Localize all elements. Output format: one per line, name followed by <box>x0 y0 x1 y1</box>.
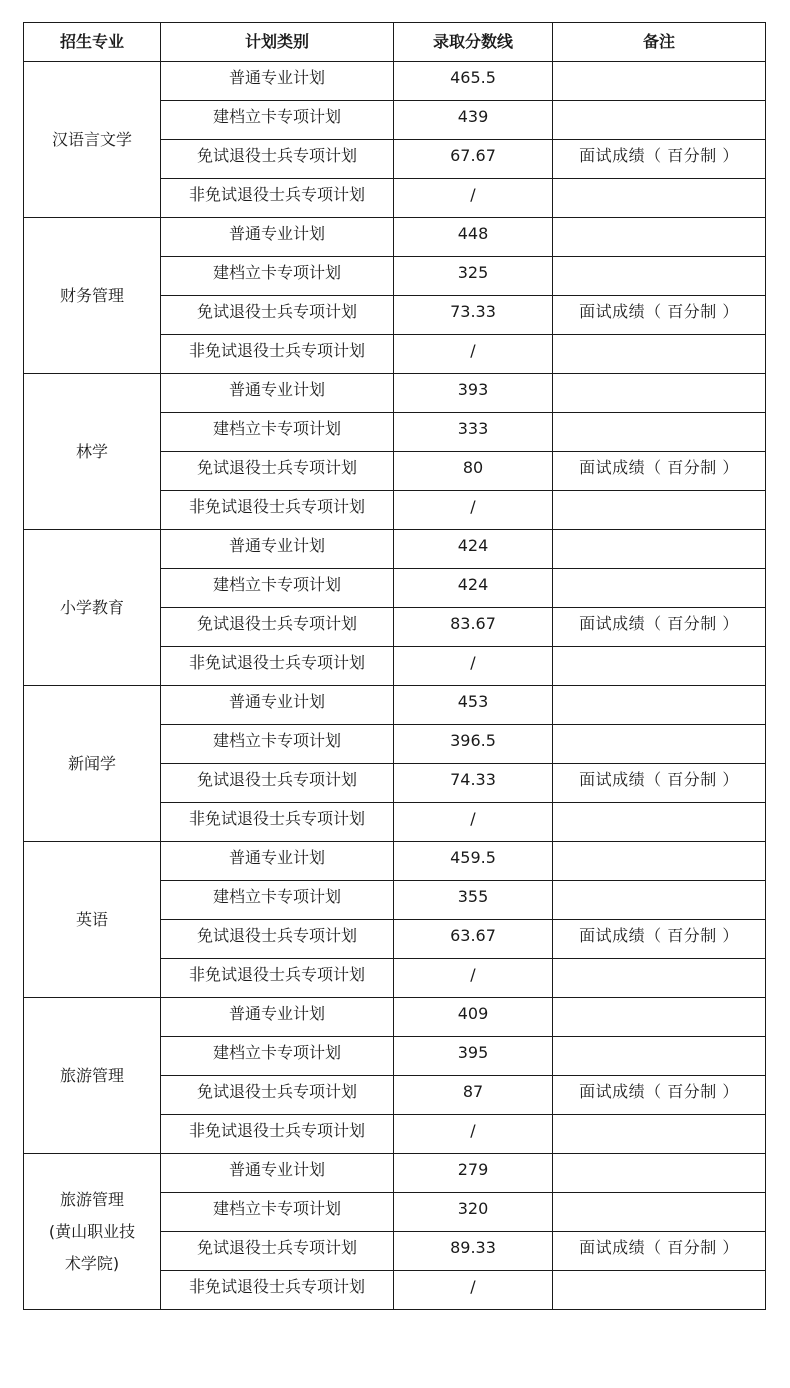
note-cell <box>553 803 766 842</box>
note-cell <box>553 881 766 920</box>
note-cell: 面试成绩（ 百分制 ） <box>553 296 766 335</box>
note-cell <box>553 725 766 764</box>
header-plan-type: 计划类别 <box>161 23 394 62</box>
score-line-cell: 80 <box>394 452 553 491</box>
note-cell: 面试成绩（ 百分制 ） <box>553 608 766 647</box>
plan-type-cell: 建档立卡专项计划 <box>161 1037 394 1076</box>
note-cell <box>553 179 766 218</box>
plan-type-cell: 非免试退役士兵专项计划 <box>161 335 394 374</box>
table-row <box>24 842 766 881</box>
plan-type-cell: 建档立卡专项计划 <box>161 569 394 608</box>
score-line-cell: 279 <box>394 1154 553 1193</box>
note-cell: 面试成绩（ 百分制 ） <box>553 1076 766 1115</box>
note-cell <box>553 413 766 452</box>
score-line-cell: 459.5 <box>394 842 553 881</box>
plan-type-cell: 普通专业计划 <box>161 374 394 413</box>
score-line-cell: 63.67 <box>394 920 553 959</box>
note-cell: 面试成绩（ 百分制 ） <box>553 1232 766 1271</box>
score-line-cell: / <box>394 491 553 530</box>
score-line-cell: 439 <box>394 101 553 140</box>
plan-type-cell: 非免试退役士兵专项计划 <box>161 491 394 530</box>
header-row <box>24 23 766 62</box>
note-cell <box>553 1154 766 1193</box>
table-row <box>24 62 766 101</box>
major-name-cell: 旅游管理 (黄山职业技 术学院) <box>24 1154 161 1310</box>
plan-type-cell: 免试退役士兵专项计划 <box>161 140 394 179</box>
note-cell: 面试成绩（ 百分制 ） <box>553 764 766 803</box>
score-line-cell: / <box>394 1115 553 1154</box>
score-line-cell: 424 <box>394 569 553 608</box>
major-name-cell: 小学教育 <box>24 530 161 686</box>
plan-type-cell: 普通专业计划 <box>161 62 394 101</box>
note-cell: 面试成绩（ 百分制 ） <box>553 140 766 179</box>
plan-type-cell: 普通专业计划 <box>161 998 394 1037</box>
table-row <box>24 998 766 1037</box>
note-cell <box>553 62 766 101</box>
plan-type-cell: 普通专业计划 <box>161 842 394 881</box>
note-cell <box>553 1271 766 1310</box>
note-cell <box>553 218 766 257</box>
score-line-cell: 325 <box>394 257 553 296</box>
plan-type-cell: 建档立卡专项计划 <box>161 881 394 920</box>
plan-type-cell: 免试退役士兵专项计划 <box>161 296 394 335</box>
major-name-cell: 汉语言文学 <box>24 62 161 218</box>
score-line-cell: / <box>394 647 553 686</box>
plan-type-cell: 免试退役士兵专项计划 <box>161 920 394 959</box>
plan-type-cell: 非免试退役士兵专项计划 <box>161 179 394 218</box>
major-name-cell: 新闻学 <box>24 686 161 842</box>
note-cell <box>553 1115 766 1154</box>
score-line-cell: / <box>394 959 553 998</box>
score-line-cell: 73.33 <box>394 296 553 335</box>
score-line-cell: / <box>394 1271 553 1310</box>
header-major: 招生专业 <box>24 23 161 62</box>
plan-type-cell: 非免试退役士兵专项计划 <box>161 803 394 842</box>
score-line-cell: 395 <box>394 1037 553 1076</box>
plan-type-cell: 建档立卡专项计划 <box>161 257 394 296</box>
score-line-cell: 355 <box>394 881 553 920</box>
table-row <box>24 530 766 569</box>
note-cell <box>553 530 766 569</box>
score-line-cell: 67.67 <box>394 140 553 179</box>
note-cell: 面试成绩（ 百分制 ） <box>553 920 766 959</box>
table-body <box>24 62 766 1310</box>
plan-type-cell: 普通专业计划 <box>161 1154 394 1193</box>
score-line-cell: 87 <box>394 1076 553 1115</box>
plan-type-cell: 建档立卡专项计划 <box>161 101 394 140</box>
score-line-cell: 396.5 <box>394 725 553 764</box>
note-cell <box>553 101 766 140</box>
plan-type-cell: 免试退役士兵专项计划 <box>161 452 394 491</box>
plan-type-cell: 建档立卡专项计划 <box>161 1193 394 1232</box>
table-row <box>24 374 766 413</box>
score-line-cell: / <box>394 179 553 218</box>
note-cell <box>553 998 766 1037</box>
plan-type-cell: 非免试退役士兵专项计划 <box>161 647 394 686</box>
major-name-cell: 旅游管理 <box>24 998 161 1154</box>
major-name-cell: 林学 <box>24 374 161 530</box>
score-line-cell: 424 <box>394 530 553 569</box>
plan-type-cell: 普通专业计划 <box>161 218 394 257</box>
note-cell <box>553 686 766 725</box>
plan-type-cell: 免试退役士兵专项计划 <box>161 764 394 803</box>
score-line-cell: 74.33 <box>394 764 553 803</box>
note-cell <box>553 647 766 686</box>
note-cell <box>553 1037 766 1076</box>
score-line-cell: 448 <box>394 218 553 257</box>
score-line-cell: 409 <box>394 998 553 1037</box>
note-cell <box>553 257 766 296</box>
admission-score-table <box>23 22 766 1310</box>
note-cell <box>553 335 766 374</box>
score-line-cell: / <box>394 803 553 842</box>
note-cell: 面试成绩（ 百分制 ） <box>553 452 766 491</box>
table-row <box>24 218 766 257</box>
plan-type-cell: 非免试退役士兵专项计划 <box>161 1271 394 1310</box>
plan-type-cell: 建档立卡专项计划 <box>161 725 394 764</box>
table-row <box>24 1154 766 1193</box>
score-line-cell: 320 <box>394 1193 553 1232</box>
score-line-cell: 393 <box>394 374 553 413</box>
major-name-cell: 财务管理 <box>24 218 161 374</box>
plan-type-cell: 普通专业计划 <box>161 686 394 725</box>
note-cell <box>553 842 766 881</box>
note-cell <box>553 1193 766 1232</box>
plan-type-cell: 免试退役士兵专项计划 <box>161 1232 394 1271</box>
plan-type-cell: 免试退役士兵专项计划 <box>161 608 394 647</box>
score-line-cell: 453 <box>394 686 553 725</box>
major-name-cell: 英语 <box>24 842 161 998</box>
score-line-cell: 83.67 <box>394 608 553 647</box>
plan-type-cell: 普通专业计划 <box>161 530 394 569</box>
score-line-cell: 89.33 <box>394 1232 553 1271</box>
note-cell <box>553 569 766 608</box>
score-line-cell: 465.5 <box>394 62 553 101</box>
score-line-cell: 333 <box>394 413 553 452</box>
plan-type-cell: 非免试退役士兵专项计划 <box>161 1115 394 1154</box>
plan-type-cell: 非免试退役士兵专项计划 <box>161 959 394 998</box>
table-row <box>24 686 766 725</box>
score-line-cell: / <box>394 335 553 374</box>
header-note: 备注 <box>553 23 766 62</box>
plan-type-cell: 免试退役士兵专项计划 <box>161 1076 394 1115</box>
note-cell <box>553 959 766 998</box>
plan-type-cell: 建档立卡专项计划 <box>161 413 394 452</box>
header-score-line: 录取分数线 <box>394 23 553 62</box>
note-cell <box>553 374 766 413</box>
note-cell <box>553 491 766 530</box>
